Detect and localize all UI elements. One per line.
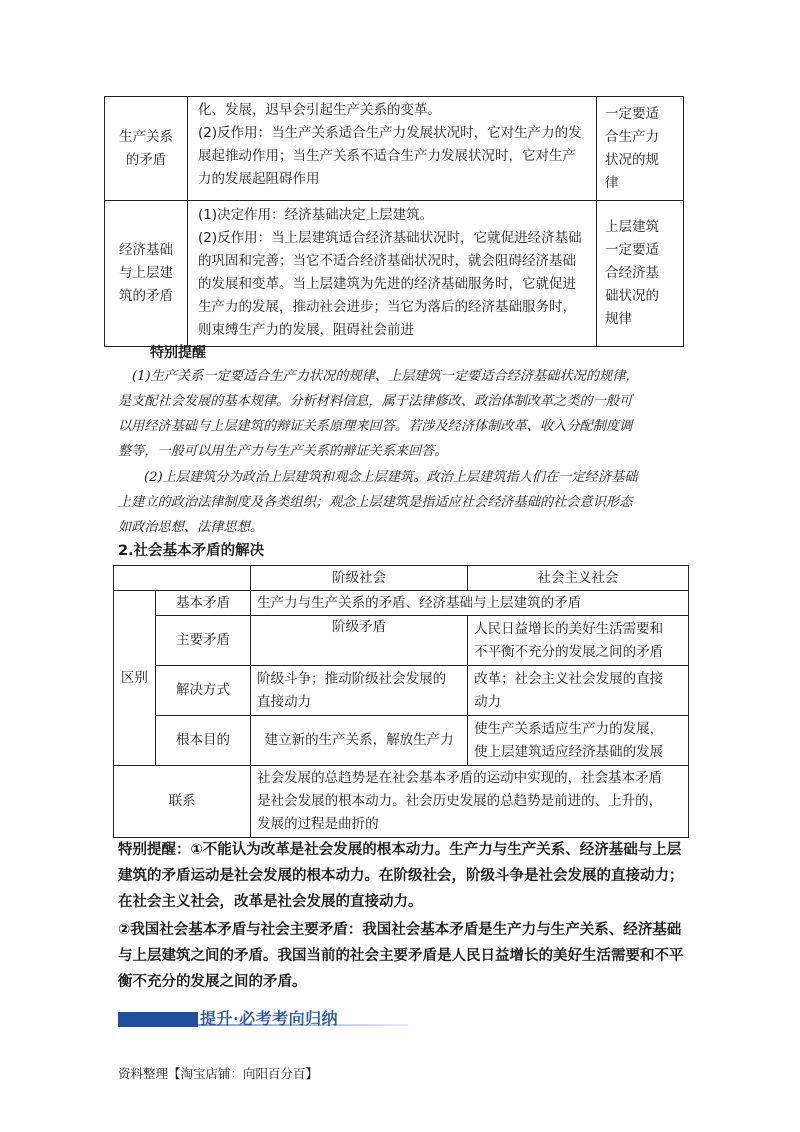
contradictions-table: [104, 96, 684, 347]
special-note-title: 特别提醒: [150, 345, 206, 361]
resolution-table: [113, 565, 689, 838]
row-label-method: 解决方式: [155, 666, 250, 716]
footer-note: 资料整理【淘宝店铺：向阳百分百】: [118, 1066, 319, 1081]
row-label-production-relations: 生产关系 的矛盾: [105, 97, 188, 201]
row-label-main-contradiction: 主要矛盾: [155, 616, 250, 666]
goal-class: 建立新的生产关系，解放生产力: [251, 716, 468, 766]
link-value: 社会发展的总趋势是在社会基本矛盾的运动中实现的，社会基本矛盾 是社会发展的根本动力。社会历史发展的总趋势是前进的、上升的， 发展的过程是曲折的: [251, 766, 689, 838]
method-class: 阶级斗争；推动阶级社会发展的 直接动力: [251, 666, 468, 716]
special-note-paragraph-2: (2)上层建筑分为政治上层建筑和观念上层建筑。政治上层建筑指人们在一定经济基础 上建立的政治法律制度及各类组织；观念上层建筑是指适应社会经济基础的社会意识形态 如政治思想、法律思想。: [118, 470, 638, 535]
banner-bar-decoration: [118, 1012, 198, 1027]
row-label-link: 联系: [114, 766, 251, 838]
row-label-basic-contradiction: 基本矛盾: [155, 591, 250, 616]
header-class-society: 阶级社会: [251, 566, 468, 591]
table-row: [105, 97, 684, 201]
banner-title: 提升·必考考向归纳: [200, 1009, 339, 1028]
row-label-base-superstructure: 经济基础 与上层建 筑的矛盾: [105, 201, 188, 347]
table-row: [114, 591, 689, 616]
basic-contradiction-value: 生产力与生产关系的矛盾、经济基础与上层建筑的矛盾: [251, 591, 689, 616]
main-contradiction-class: 阶级矛盾: [251, 616, 468, 666]
table-row: [114, 766, 689, 838]
table-row: [105, 201, 684, 347]
group-label-difference: 区别: [114, 591, 156, 766]
row-law: 一定要适 合生产力 状况的规 律: [597, 97, 684, 201]
table-row: [114, 616, 689, 666]
goal-socialist: 使生产关系适应生产力的发展， 使上层建筑适应经济基础的发展: [468, 716, 689, 766]
special-note-paragraph-1: (1)生产关系一定要适合生产力状况的规律、上层建筑一定要适合经济基础状况的规律， 是支配社会发展的基本规律。分析材料信息，属于法律修改、政治体制改革之类的一般可 以用经济基础与上层建筑的辩证关系原理来回答。若涉及经济体制改革、收入分配制度调 整等，一般可以用生产力与生产关系的辩证关系来回答。: [118, 369, 639, 459]
table-row: [114, 666, 689, 716]
header-empty-cell: [114, 566, 251, 591]
special-tip-2: ②我国社会基本矛盾与社会主要矛盾：我国社会基本矛盾是生产力与生产关系、经济基础 与上层建筑之间的矛盾。我国当前的社会主要矛盾是人民日益增长的美好生活需要和不平 衡不充分的发展之间的矛盾。: [118, 922, 684, 990]
main-contradiction-socialist: 人民日益增长的美好生活需要和 不平衡不充分的发展之间的矛盾: [468, 616, 689, 666]
header-socialist-society: 社会主义社会: [468, 566, 689, 591]
row-label-goal: 根本目的: [155, 716, 250, 766]
special-tip-1: 特别提醒：①不能认为改革是社会发展的根本动力。生产力与生产关系、经济基础与上层 建筑的矛盾运动是社会发展的根本动力。在阶级社会，阶级斗争是社会发展的直接动力； 在社会主义社会，改革是社会发展的直接动力。: [118, 842, 684, 910]
section-banner: [118, 1008, 408, 1030]
row-content: 化、发展，迟早会引起生产关系的变革。 (2)反作用：当生产关系适合生产力发展状况时，它对生产力的发 展起推动作用；当生产关系不适合生产力发展状况时，它对生产 力的发展起阻碍作用: [188, 97, 597, 201]
table-row: [114, 716, 689, 766]
section-heading: 2.社会基本矛盾的解决: [118, 543, 265, 559]
table-header-row: [114, 566, 689, 591]
method-socialist: 改革；社会主义社会发展的直接 动力: [468, 666, 689, 716]
row-content: (1)决定作用：经济基础决定上层建筑。 (2)反作用：当上层建筑适合经济基础状况时，它就促进经济基础 的巩固和完善；当它不适合经济基础状况时，就会阻碍经济基础 的发展和变革。当上层建筑为先进的经济基础服务时，它就促进 生产力的发展，推动社会进步；当它为落后的经济基础服务时， 则束缚生产力的发展，阻碍社会前进: [188, 201, 597, 347]
row-law: 上层建筑 一定要适 合经济基 础状况的 规律: [597, 201, 684, 347]
